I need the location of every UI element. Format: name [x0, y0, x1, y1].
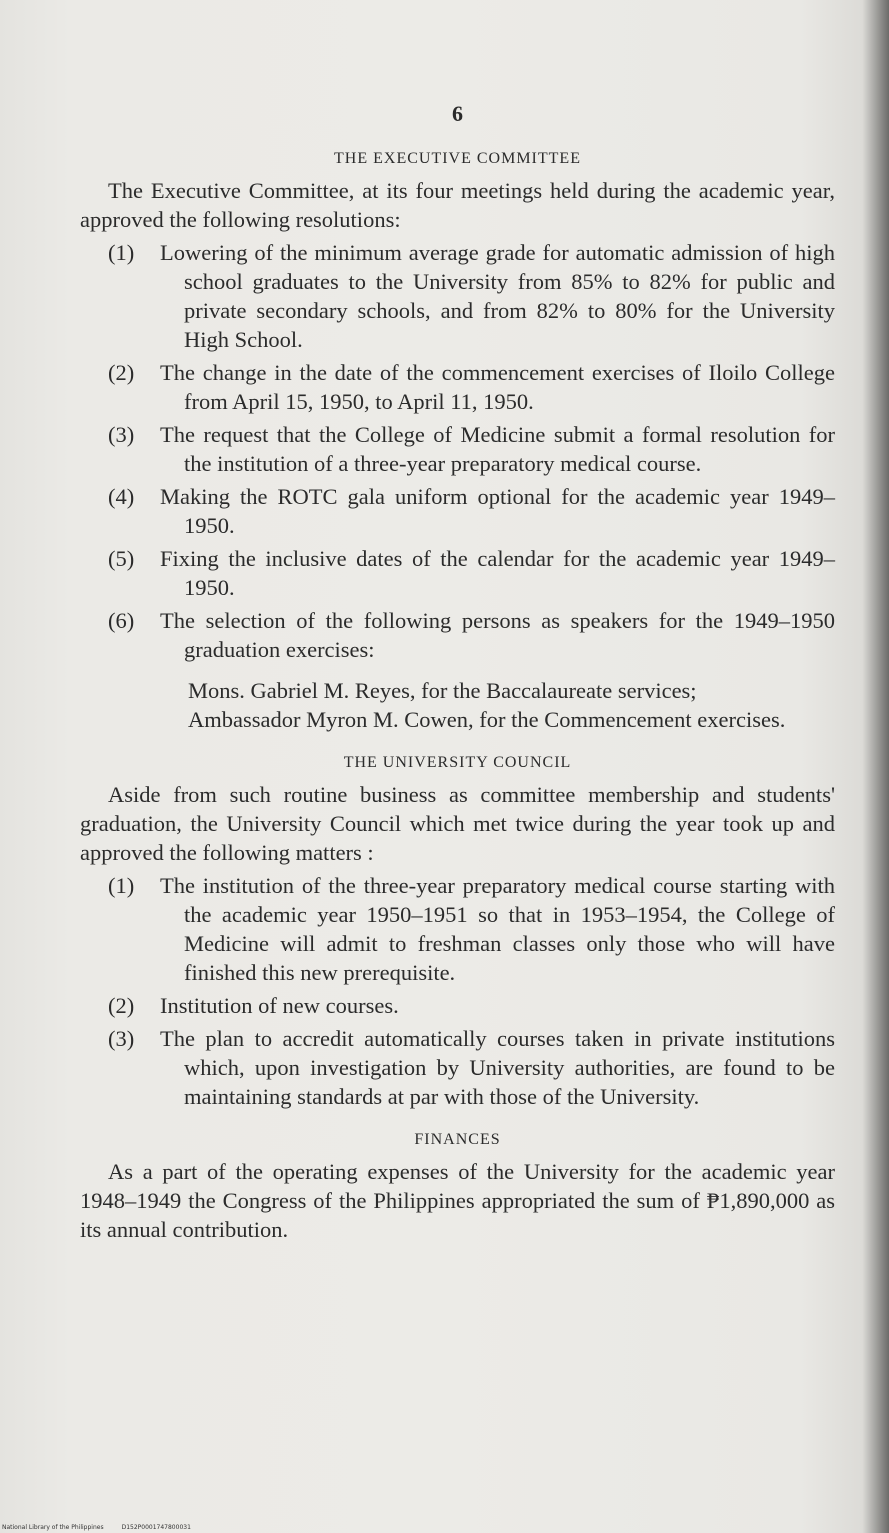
council-matter-item [80, 991, 835, 1020]
council-matter-item [80, 871, 835, 987]
page-content [80, 100, 835, 1248]
speaker-entry: Ambassador Myron M. Cowen, for the Commencement exercises. [188, 707, 786, 732]
resolution-text: The selection of the following persons as speakers for the 1949–1950 graduation exercises: [160, 608, 835, 662]
resolution-number: (6) [108, 608, 135, 633]
resolution-item [80, 358, 835, 416]
scan-credit-library: National Library of the Philippines [2, 1524, 104, 1531]
resolution-text: Lowering of the minimum average grade for automatic admission of high school graduates to the University from 85% to 82% for public and private secondary schools, and from 82% to 80% for the University High School. [160, 240, 835, 352]
matter-text: Institution of new courses. [160, 993, 399, 1018]
resolution-text: Fixing the inclusive dates of the calendar for the academic year 1949–1950. [160, 546, 835, 600]
matter-text: The institution of the three-year preparatory medical course starting with the academic year 1950–1951 so that in 1953–1954, the College of Medicine will admit to freshman classes only those who will have finished this new prerequisite. [160, 873, 835, 985]
resolution-number: (5) [108, 546, 135, 571]
finances-paragraph: As a part of the operating expenses of the University for the academic year 1948–1949 the Congress of the Philippines appropriated the sum of ₱1,890,000 as its annual contribution. [80, 1159, 835, 1242]
resolution-number: (3) [108, 422, 135, 447]
section-heading-finances: FINANCES [414, 1131, 501, 1148]
speaker-entry: Mons. Gabriel M. Reyes, for the Baccalaureate services; [188, 678, 697, 703]
resolution-item [80, 544, 835, 602]
resolution-item [80, 606, 835, 664]
resolution-item [80, 238, 835, 354]
resolution-text: Making the ROTC gala uniform optional for the academic year 1949–1950. [160, 484, 835, 538]
speakers-list [188, 676, 835, 734]
resolution-item [80, 420, 835, 478]
section-heading-executive-committee: THE EXECUTIVE COMMITTEE [334, 150, 581, 167]
resolution-number: (4) [108, 484, 135, 509]
university-council-intro: Aside from such routine business as committee membership and students' graduation, the University Council which met twice during the year took up and approved the following matters : [80, 782, 835, 865]
university-council-matters [80, 871, 835, 1111]
scan-credit [2, 1524, 191, 1531]
resolution-text: The change in the date of the commencement exercises of Iloilo College from April 15, 1950, to April 11, 1950. [160, 360, 835, 414]
matter-number: (3) [108, 1026, 135, 1051]
matter-text: The plan to accredit automatically courses taken in private institutions which, upon investigation by University authorities, are found to be maintaining standards at par with those of the University. [160, 1026, 835, 1109]
section-heading-university-council: THE UNIVERSITY COUNCIL [343, 754, 572, 771]
matter-number: (1) [108, 873, 135, 898]
resolution-number: (2) [108, 360, 135, 385]
council-matter-item [80, 1024, 835, 1111]
resolution-item [80, 482, 835, 540]
resolution-number: (1) [108, 240, 135, 265]
scan-credit-code: D152P0001747800031 [121, 1524, 191, 1531]
executive-committee-intro: The Executive Committee, at its four meetings held during the academic year, approved the following resolutions: [80, 178, 835, 232]
page-number: 6 [452, 101, 463, 126]
resolution-text: The request that the College of Medicine submit a formal resolution for the institution of a three-year preparatory medical course. [160, 422, 835, 476]
matter-number: (2) [108, 993, 135, 1018]
executive-committee-resolutions [80, 238, 835, 664]
